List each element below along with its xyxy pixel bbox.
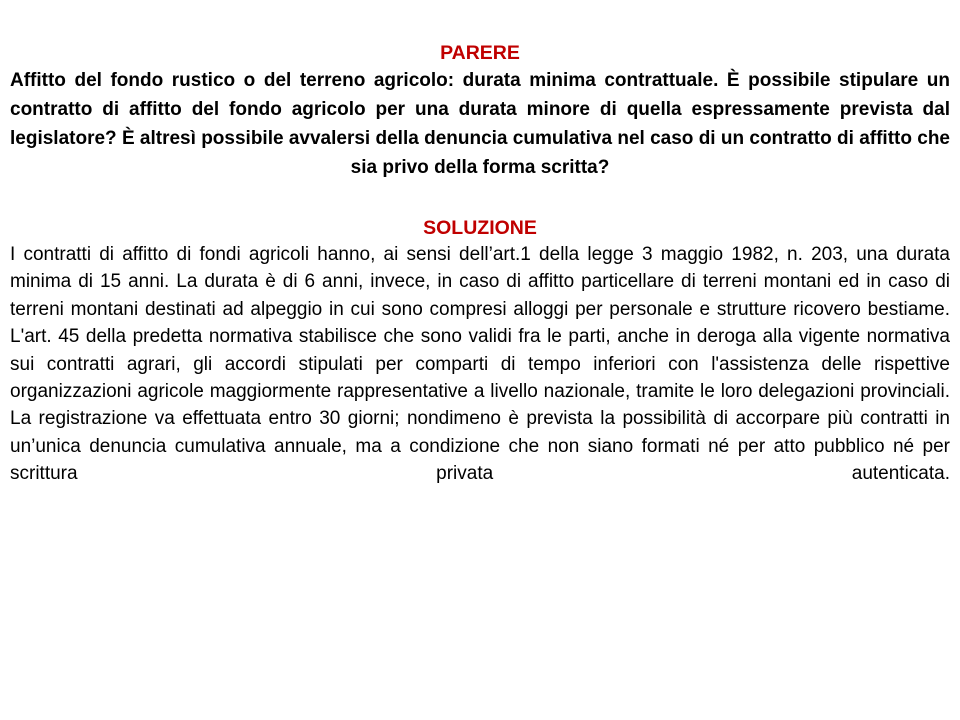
parere-question: Affitto del fondo rustico o del terreno agricolo: durata minima contrattuale. È possibile stipulare un contratto di affitto del fondo agricolo per una durata minore di quella espressamente prevista dal legislatore? È altresì possibile avvalersi della denuncia cumulativa nel caso di un contratto di affitto che sia privo della forma scritta?	[10, 70, 950, 178]
soluzione-heading: SOLUZIONE	[423, 217, 537, 239]
slide-content	[10, 41, 950, 488]
section-spacer	[10, 182, 950, 216]
parere-heading: PARERE	[440, 42, 520, 64]
soluzione-text: I contratti di affitto di fondi agricoli hanno, ai sensi dell’art.1 della legge 3 maggio 1982, n. 203, una durata minima di 15 anni. La durata è di 6 anni, invece, in caso di affitto particellare di terreni montani ed in caso di terreni montani destinati ad alpeggio in cui sono compresi alloggi per personale e strutture ricovero bestiame. L'art. 45 della predetta normativa stabilisce che sono validi fra le parti, anche in deroga alla vigente normativa sui contratti agrari, gli accordi stipulati per comparti di tempo inferiori con l'assistenza delle rispettive organizzazioni agricole maggiormente rappresentative a livello nazionale, tramite le loro delegazioni provinciali. La registrazione va effettuata entro 30 giorni; nondimeno è prevista la possibilità di accorpare più contratti in un’unica denuncia cumulativa annuale, ma a condizione che non siano formati né per atto pubblico né per scrittura privata autenticata.	[10, 244, 950, 485]
